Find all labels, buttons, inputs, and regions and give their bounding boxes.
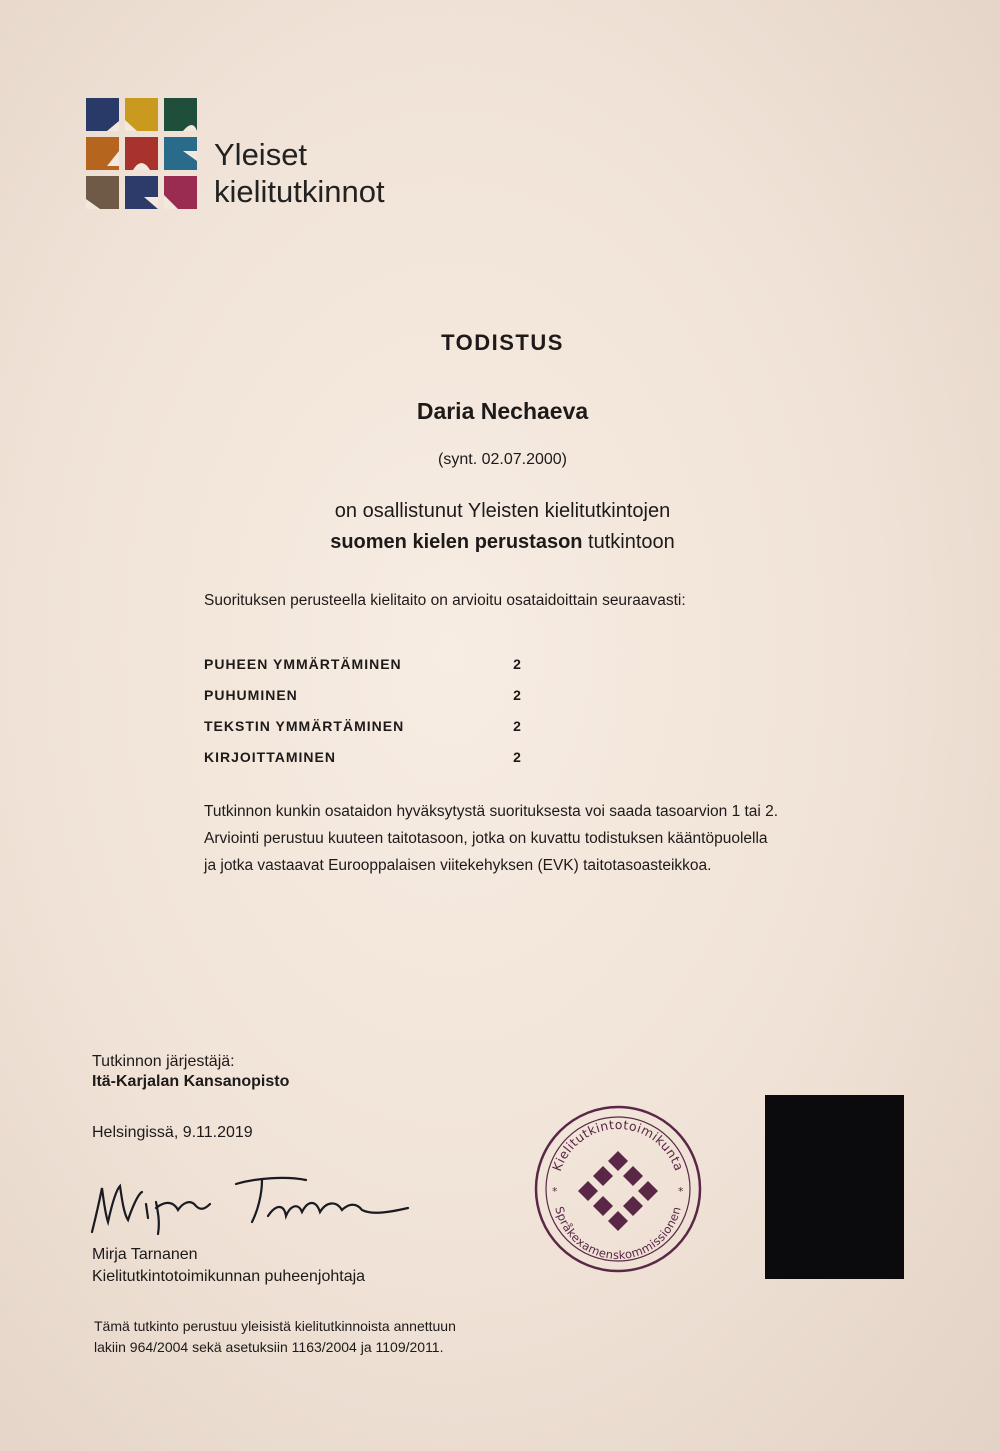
stamp-bottom-text: Språkexamenskommissionen — [552, 1204, 684, 1263]
stamp-diamond — [578, 1181, 598, 1201]
skill-row — [204, 648, 524, 679]
logo-line-2: kielitutkinnot — [214, 174, 385, 209]
stamp-diamond — [623, 1196, 643, 1216]
skill-level: 2 — [513, 686, 521, 703]
skills-table — [204, 648, 524, 772]
recipient-name: Daria Nechaeva — [416, 398, 589, 424]
birth-date: (synt. 02.07.2000) — [438, 451, 567, 468]
skill-name: KIRJOITTAMINEN — [204, 748, 336, 765]
explanation-line: Tutkinnon kunkin osataidon hyväksytystä suorituksesta voi saada tasoarvion 1 tai 2. — [204, 803, 779, 820]
stamp-diamond — [593, 1196, 613, 1216]
organizer-label: Tutkinnon järjestäjä: — [92, 1053, 235, 1070]
certificate-title: TODISTUS — [441, 330, 564, 355]
skill-name: PUHUMINEN — [204, 686, 298, 703]
participation-line-2 — [0, 527, 1000, 558]
yleiset-kielitutkinnot-logo — [86, 96, 198, 248]
skill-row — [204, 679, 524, 710]
participation-statement — [0, 496, 1000, 558]
participation-line-1: on osallistunut Yleisten kielitutkintojen — [334, 500, 671, 522]
skill-level: 2 — [513, 717, 521, 734]
place-and-date: Helsingissä, 9.11.2019 — [92, 1124, 253, 1141]
stamp-star-left: * — [552, 1185, 558, 1198]
stamp-diamond — [593, 1166, 613, 1186]
stamp-diamond — [608, 1211, 628, 1231]
signer-block — [92, 1244, 365, 1288]
skill-level: 2 — [513, 655, 521, 672]
official-stamp — [532, 1103, 704, 1275]
skill-name: TEKSTIN YMMÄRTÄMINEN — [204, 717, 405, 734]
exam-level: suomen kielen perustason — [330, 531, 583, 553]
logo-text — [214, 136, 385, 210]
skill-name: PUHEEN YMMÄRTÄMINEN — [204, 655, 402, 672]
stamp-top-text: Kielitutkintotoimikunta — [549, 1116, 687, 1174]
stamp-diamond — [608, 1151, 628, 1171]
legal-basis — [94, 1316, 534, 1358]
skill-level: 2 — [513, 748, 521, 765]
assessment-intro: Suorituksen perusteella kielitaito on arvioitu osataidoittain seuraavasti: — [204, 592, 686, 609]
organizer-name: Itä-Karjalan Kansanopisto — [92, 1073, 290, 1090]
stamp-diamond — [623, 1166, 643, 1186]
explanation-line: Arviointi perustuu kuuteen taitotasoon, jotka on kuvattu todistuksen kääntöpuolella — [204, 830, 768, 847]
logo-line-1: Yleiset — [214, 137, 308, 172]
signer-name: Mirja Tarnanen — [92, 1246, 198, 1263]
stamp-diamond — [638, 1181, 658, 1201]
skill-row — [204, 710, 524, 741]
redacted-photo-area — [765, 1095, 904, 1279]
handwritten-signature — [86, 1164, 416, 1244]
signer-title: Kielitutkintotoimikunnan puheenjohtaja — [92, 1268, 366, 1285]
stamp-emblem-icon — [578, 1151, 658, 1231]
grading-explanation — [204, 798, 864, 879]
skill-row — [204, 741, 524, 772]
legal-line: Tämä tutkinto perustuu yleisistä kielitutkinnoista annettuun — [94, 1318, 456, 1334]
explanation-line: ja jotka vastaavat Eurooppalaisen viitekehyksen (EVK) taitotasoasteikkoa. — [204, 857, 712, 874]
stamp-star-right: * — [678, 1185, 684, 1198]
exam-suffix: tutkintoon — [582, 531, 675, 553]
legal-line: lakiin 964/2004 sekä asetuksiin 1163/2004 ja 1109/2011. — [94, 1339, 444, 1355]
